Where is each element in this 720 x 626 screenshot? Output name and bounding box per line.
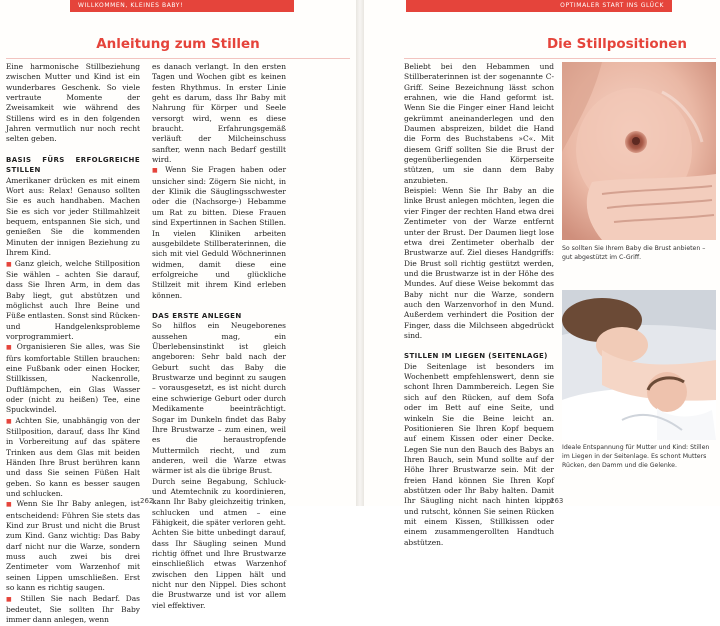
page-title-right: Die Stillpositionen xyxy=(546,36,688,52)
left-column-1 xyxy=(6,62,140,626)
section-heading-basis: BASIS FÜRS ERFOLGREICHE STILLEN xyxy=(6,155,140,175)
list-item: ■ Wenn Sie Fragen haben oder unsicher sind: Zögern Sie nicht, in der Klinik die Säuglingsschwester oder die (Nachsorge-) Hebamme um Rat zu bitten. Diese Frauen sind Expertinnen in Sachen Stillen. In vielen Kliniken arbeiten ausgebildete Stillberaterinnen, die sich mit viel Geduld Wöchnerinnen widmen, damit diese eine erfolgreiche und glückliche Stillzeit mit ihrem Kind erleben können. xyxy=(152,165,286,300)
bullet-icon: ■ xyxy=(6,595,21,603)
bullet-icon: ■ xyxy=(6,344,17,352)
running-head-left: WILLKOMMEN, KLEINES BABY! xyxy=(70,0,294,12)
right-page xyxy=(364,0,720,547)
right-column-1 xyxy=(404,62,554,548)
body-paragraph: Amerikaner drücken es mit einem Wort aus: Relax! Genauso sollten Sie es auch handhaben. Machen Sie es sich vor jeder Stillmahlzeit bequem, entspannen Sie sich, und genießen Sie die kommenden Minuten der innigen Beziehung zu Ihrem Kind. xyxy=(6,175,140,258)
list-item: ■ Stillen Sie nach Bedarf. Das bedeutet, Sie sollten Ihr Baby immer dann anlegen, wenn xyxy=(6,593,140,625)
body-paragraph: es danach verlangt. In den ersten Tagen und Wochen gibt es keinen festen Rhythmus. In erster Linie geht es darum, dass Ihr Baby mit Nahrung für Körper und Seele versorgt wird, wenn es diese braucht. Erfahrungsgemäß verläuft der Milcheinschuss sanfter, wenn nach Bedarf gestillt wird. xyxy=(152,62,286,165)
page-title-left: Anleitung zum Stillen xyxy=(96,36,260,52)
list-item: ■ Ganz gleich, welche Stillposition Sie wählen – achten Sie darauf, dass Sie Ihren Arm, in dem das Baby liegt, gut abstützen und möglichst auch Ihre Beine und Füße entlasten. Sonst sind Rücken- und Handgelenksprobleme vorprogrammiert. xyxy=(6,258,140,341)
photo-caption: So sollten Sie Ihrem Baby die Brust anbieten – gut abgestützt im C-Griff. xyxy=(562,245,706,262)
body-paragraph: Beispiel: Wenn Sie Ihr Baby an die linke Brust anlegen möchten, legen die vier Finger der rechten Hand etwa drei Zentimeter von der Warze entfernt unter der Brust. Der Daumen liegt lose etwa drei Zentimeter oberhalb der Brustwarze auf. Ziel dieses Handgriffs: Die Brust soll richtig gestützt werden, und die Brustwarze ist in der Höhe des Mundes. Auf diese Weise bekommt das Baby nicht nur die Warze, sondern auch den Warzenvorhof in den Mund. Außerdem verhindert die Position der Finger, dass die Milchseen abgedrückt sind. xyxy=(404,186,554,340)
section-heading-seitenlage: STILLEN IM LIEGEN (SEITENLAGE) xyxy=(404,352,548,361)
body-paragraph: So hilflos ein Neugeborenes aussehen mag, ein Überlebensinstinkt ist gleich angeboren: Sehr bald nach der Geburt sucht das Baby die Brustwarze und beginnt zu saugen – vorausgesetzt, es ist nicht durch eine schwierige Geburt oder durch Medikamente beeinträchtigt. Sogar im Dunkeln findet das Baby Ihre Brustwarze – zum einen, weil es die heraustropfende Muttermilch riecht, und zum anderen, weil die Warze etwas wärmer ist als die übrige Brust. xyxy=(152,321,286,476)
list-item: ■ Wenn Sie Ihr Baby anlegen, ist entscheidend: Führen Sie stets das Kind zur Brust und nicht die Brust zum Kind. Ganz wichtig: Das Baby darf nicht nur die Warze, sondern muss auch zwei bis drei Zentimeter vom Warzenhof mit seinen Lippen umschließen. Erst so kann es richtig saugen. xyxy=(6,499,140,593)
left-column-2 xyxy=(152,62,286,611)
photo-side-lying xyxy=(562,290,716,440)
bullet-icon: ■ xyxy=(152,167,166,175)
bullet-icon: ■ xyxy=(6,260,15,268)
title-divider-left xyxy=(6,58,350,59)
section-heading-erstes-anlegen: DAS ERSTE ANLEGEN xyxy=(152,311,242,320)
page-number-left: 262 xyxy=(140,497,154,505)
list-item: ■ Organisieren Sie alles, was Sie fürs komfortable Stillen brauchen: eine Fußbank oder einen Hocker, Stillkissen, Nackenrolle, Duftlämpchen, ein Glas Wasser oder (nicht zu heißen) Tee, eine Spuckwindel. xyxy=(6,342,140,415)
list-item: ■ Achten Sie, unabhängig von der Stillposition, darauf, dass Ihr Kind in Vorbereitung auf das spätere Trinken aus dem Glas mit beiden Händen Ihre Brust berühren kann und dass Sie seinen Füßen Halt geben. So kann es besser saugen und schlucken. xyxy=(6,415,140,499)
running-head-right: OPTIMALER START INS GLÜCK xyxy=(406,0,672,12)
left-page xyxy=(0,0,356,625)
book-gutter xyxy=(356,0,364,506)
photo-c-grip xyxy=(562,62,716,240)
bullet-icon: ■ xyxy=(6,417,16,425)
bullet-icon: ■ xyxy=(6,501,17,509)
page-number-right: 263 xyxy=(550,497,564,505)
body-paragraph: Die Seitenlage ist besonders im Wochenbett empfehlenswert, denn sie schont Ihren Dammbereich. Legen Sie sich auf den Rücken, auf dem Sofa oder im Bett auf eine Seite, und winkeln Sie die Beine leicht an. Positionieren Sie Ihren Kopf bequem auf einem Kissen oder einer Decke. Legen Sie nun den Bauch des Babys an Ihren Bauch, sein Mund sollte auf der Höhe Ihrer Brustwarze sein. Mit der freien Hand können Sie Ihren Kopf abstützen oder Ihr Baby halten. Damit Ihr Säugling nicht nach hinten kippt und rutscht, können Sie seinen Rücken mit einem Kissen, Stillkissen oder einem zusammengerollten Handtuch abstützen. xyxy=(404,361,554,547)
body-paragraph: Durch seine Begabung, Schluck- und Atemtechnik zu koordinieren, kann Ihr Baby gleichzeitig trinken, schlucken und atmen – eine Fähigkeit, die später verloren geht. Achten Sie bitte unbedingt darauf, dass Ihr Säugling seinen Mund richtig öffnet und Ihre Brustwarze einschließlich etwas Warzenhof zwischen den Lippen hält und nicht nur den Nippel. Dies schont die Brustwarze und ist vor allem viel effektiver. xyxy=(152,476,286,610)
title-divider-right xyxy=(404,58,716,59)
photo-side-lying-illustration xyxy=(562,290,716,440)
photo-caption: Ideale Entspannung für Mutter und Kind: Stillen im Liegen in der Seitenlage. Es schont Mutters Rücken, den Damm und die Gelenke. xyxy=(562,444,710,470)
photo-c-grip-illustration xyxy=(562,62,716,240)
body-paragraph: Beliebt bei den Hebammen und Stillberaterinnen ist der sogenannte C-Griff. Seine Bezeichnung lässt schon erahnen, wie die Hand geformt ist. Wenn Sie die Finger einer Hand leicht gekrümmt aneinanderlegen und den Daumen abspreizen, bildet die Hand die Form des Buchstabens »C«. Mit diesem Griff sollten Sie die Brust der gegenüberliegenden Körperseite stützen, um sie dann dem Baby anzubieten. xyxy=(404,62,554,185)
intro-paragraph: Eine harmonische Stillbeziehung zwischen Mutter und Kind ist ein wunderbares Geschenk. So viele vertraute Momente der Zweisamkeit wie während des Stillens wird es in den folgenden Jahren vermutlich nur noch recht selten geben. xyxy=(6,62,140,144)
